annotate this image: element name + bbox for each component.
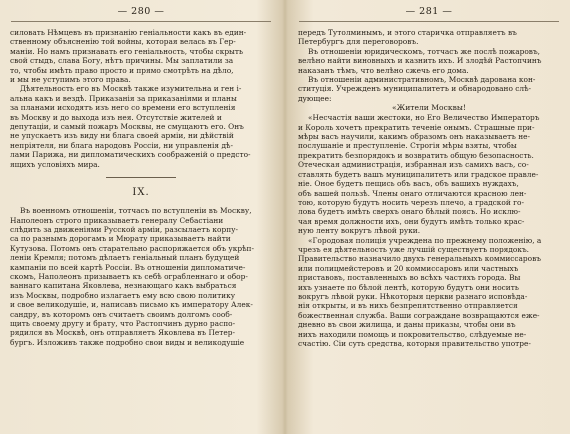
text-line: объ вашей пользѣ. Члены онаго отличаются красною лен-: [298, 188, 527, 198]
text-line: въ Москву и до выхода изъ нея. Отсутствіе жителей и: [10, 112, 222, 122]
text-line: лами Парижа, ни дипломатическихъ соображеній о предсто-: [10, 150, 251, 160]
text-line: бургъ. Изложивъ также подробно свои виды и великодушіе: [10, 337, 245, 347]
right-para-4: [298, 113, 560, 235]
text-line: Правительство назначило двухъ генеральныхъ коммиссаровъ: [298, 254, 541, 264]
right-header-rule: [299, 21, 559, 22]
text-line: передъ Тутолминымъ, и этого старичка отправляетъ въ: [298, 28, 517, 37]
text-line: щить своему другу и брату, что Растопчинъ дурно распо-: [10, 318, 236, 328]
text-line: приставовъ, поставленныхъ во всѣхъ частяхъ города. Вы: [298, 273, 521, 283]
section-divider: [106, 177, 176, 178]
text-line: нихъ находили помощь и покровительство, слѣдуемые не-: [298, 329, 527, 339]
text-line: и Король хочетъ прекратить теченіе онымъ. Страшные при-: [298, 122, 535, 132]
text-line: депутаціи, и самый пожаръ Москвы, не смущаютъ его. Онъ: [10, 122, 244, 132]
text-line: сандру, въ которомъ онъ считаетъ своимъ долгомъ сооб-: [10, 309, 233, 319]
text-line: мѣры васъ научили, какимъ образомъ онъ наказываетъ не-: [298, 132, 531, 142]
text-line: послушаніе и преступленіе. Строгія мѣры взяты, чтобы: [298, 141, 517, 151]
text-line: Дѣятельность его въ Москвѣ также изумительна и ген і-: [20, 84, 242, 94]
text-line: чая время должности ихъ, они будутъ имѣть только крас-: [298, 216, 525, 226]
text-line: прекратить безпорядокъ и возвратить общую безопасность.: [298, 150, 534, 160]
text-line: божественная служба. Ваши сограждане возвращаются еже-: [298, 310, 540, 320]
text-line: кампаніи по всей картѣ Россіи. Въ отношеніи дипломатиче-: [10, 262, 246, 272]
text-line: тою, которую будутъ носить черезъ плечо, а градской го-: [298, 197, 524, 207]
text-line: и свое великодушіе, и, написавъ письмо къ императору Алек-: [10, 300, 253, 310]
text-line: «Городовая полиція учреждена по прежнему положенію, а: [308, 235, 542, 245]
text-line: Отеческая администрація, избранная изъ самихъ васъ, со-: [298, 160, 529, 170]
left-page-number: — 280 —: [117, 6, 165, 17]
text-line: или полицмейстеровъ и 20 коммиссаровъ или частныхъ: [298, 263, 519, 273]
text-line: дневно въ свои жилища, и даны приказы, чтобы они въ: [298, 320, 516, 330]
text-line: дующее:: [298, 93, 332, 103]
left-para-2: [10, 84, 272, 169]
text-line: свой стыдъ, слава Богу, нѣтъ причины. Мы заплатили за: [10, 56, 234, 66]
text-line: маніи. Но намъ признавать его геніальность, чтобы скрыть: [10, 46, 244, 56]
text-line: силовать Нѣмцевъ въ признанію геніальности какъ въ един-: [10, 28, 247, 37]
text-line: Въ отношеніи административномъ, Москвѣ дарована кон-: [308, 75, 536, 85]
left-page: [10, 6, 272, 430]
text-line: ящихъ условіяхъ мира.: [10, 159, 100, 169]
text-line: ную ленту вокругъ лѣвой руки.: [298, 226, 421, 236]
text-line: нія открыты, и въ нихъ безпрепятственно отправляется: [298, 301, 518, 311]
text-line: леніи Кремля; потомъ дѣлаетъ геніальный планъ будущей: [10, 253, 240, 263]
text-line: Кутузова. Потомъ онъ старательно распоряжается объ укрѣп-: [10, 243, 254, 253]
right-page-number: — 281 —: [405, 6, 453, 17]
left-para-1: [10, 28, 272, 84]
text-line: не упускаетъ изъ виду ни блага своей арміи, ни дѣйствій: [10, 131, 234, 141]
text-line: ихъ узнаете по бѣлой лентѣ, которую будутъ они носить: [298, 282, 519, 292]
text-line: изъ Москвы, подробно излагаетъ ему всю свою политику: [10, 290, 236, 300]
chapter-heading: IX.: [132, 187, 150, 199]
text-line: ніе. Оное будетъ пещись объ васъ, объ вашихъ нуждахъ,: [298, 179, 519, 189]
text-line: то, чтобы имѣть право просто и прямо смотрѣть на дѣло,: [10, 65, 234, 75]
text-line: и мы не уступимъ этого права.: [10, 75, 131, 85]
text-line: непріятеля, ни блага народовъ Россіи, ни управленія дѣ-: [10, 140, 233, 150]
right-para-5: [298, 236, 560, 349]
text-line: альна какъ и вездѣ. Приказанія за приказаніями и планы: [10, 93, 237, 103]
text-line: ституція. Учрежденъ муниципалитетъ и обнародовано слѣ-: [298, 84, 532, 94]
text-line: ваннаго капитана Яковлева, незнающаго какъ выбраться: [10, 281, 237, 291]
text-line: ственному объясненію той войны, которая велась въ Гер-: [10, 37, 236, 47]
text-line: «Несчастія ваши жестоки, но Его Величество Императоръ: [308, 113, 540, 123]
right-para-2: [298, 47, 560, 75]
text-line: Петербургъ для переговоровъ.: [298, 37, 419, 47]
text-line: Въ военномъ отношеніи, тотчасъ по вступленіи въ Москву,: [20, 206, 252, 216]
text-line: рядился въ Москвѣ, онъ отправляетъ Яковлева въ Петер-: [10, 328, 235, 338]
text-line: велѣно найти виновныхъ и казнить ихъ. И злодѣй Растопчинъ: [298, 56, 542, 66]
text-line: ставлять будетъ вашъ муниципалитетъ или градское правле-: [298, 169, 539, 179]
text-line: лова будетъ имѣть сверхъ онаго бѣлый поясъ. Но исклю-: [298, 207, 521, 217]
right-para-3: [298, 75, 560, 103]
left-para-3: [10, 206, 272, 347]
text-line: чрезъ ея дѣятельность уже лучшій существуетъ порядокъ.: [298, 244, 530, 254]
text-line: наказанъ тѣмъ, что велѣно сжечь его дома.: [298, 65, 469, 75]
text-line: Наполеонъ строго приказываетъ генералу Себастіани: [10, 215, 224, 225]
right-page: [298, 6, 560, 430]
proclamation-address: «Жители Москвы!: [392, 103, 466, 113]
text-line: Въ отношеніи юридическомъ, тотчасъ же послѣ пожаровъ,: [308, 46, 541, 56]
left-header-rule: [11, 21, 271, 22]
text-line: са по разнымъ дорогамъ и Мюрату приказываетъ найти: [10, 234, 231, 244]
text-line: за планами исходятъ изъ него со времени его вступленія: [10, 103, 236, 113]
text-line: вокругъ лѣвой руки. Нѣкоторыя церкви разнаго исповѣда-: [298, 291, 528, 301]
text-line: скомъ, Наполеонъ призываетъ къ себѣ ограбленнаго и обор-: [10, 271, 248, 281]
text-line: счастію. Сіи суть средства, которыя правительство употре-: [298, 339, 531, 348]
right-para-1: [298, 28, 560, 47]
text-line: слѣдить за движеніями Русской арміи, разсылаетъ корпу-: [10, 224, 238, 234]
